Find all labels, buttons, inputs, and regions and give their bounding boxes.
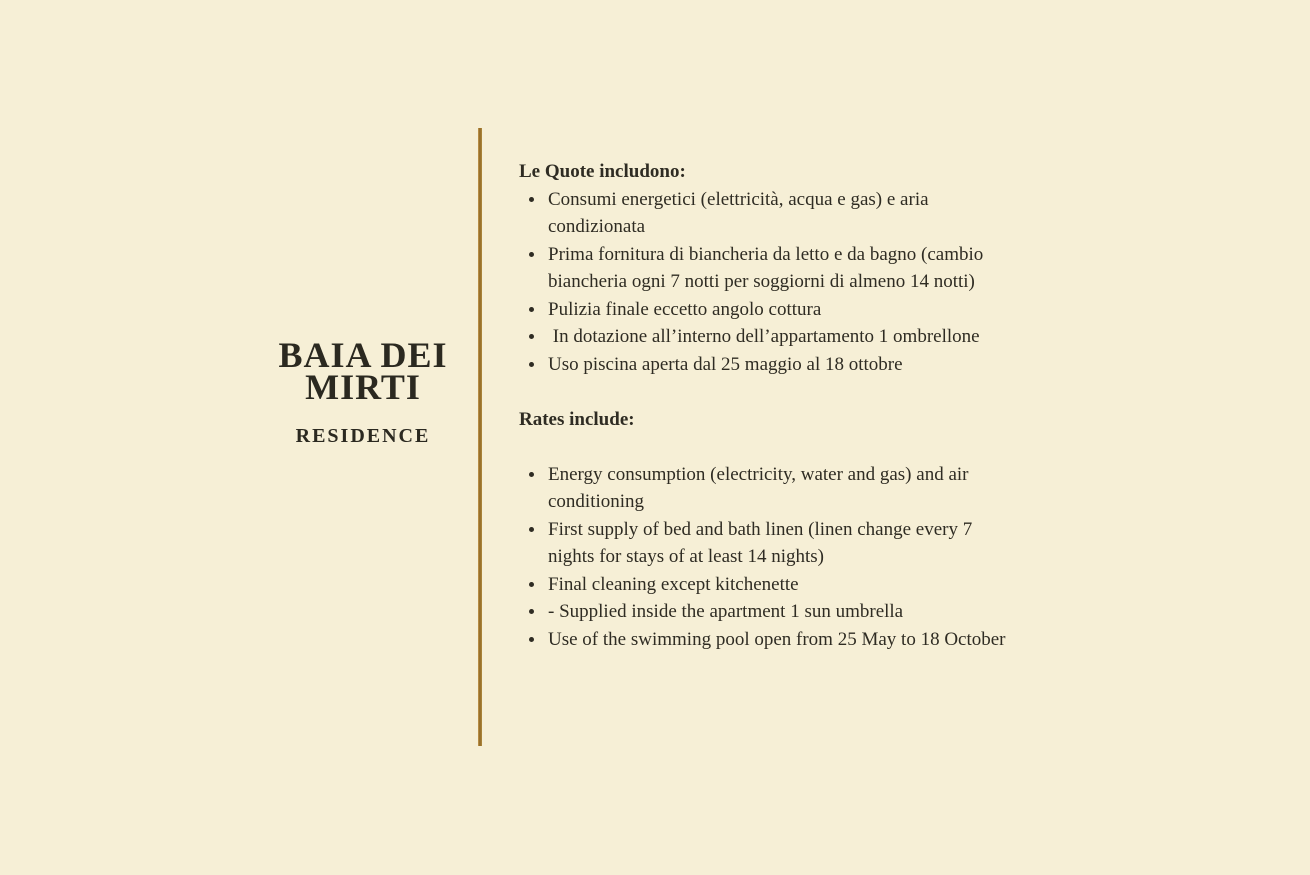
bullet-icon xyxy=(529,362,534,367)
list-item xyxy=(519,296,1016,324)
list-item-text: First supply of bed and bath linen (linen change every 7 nights for stays of at least 14 nights) xyxy=(548,518,977,567)
list-item xyxy=(519,571,1016,599)
vertical-divider xyxy=(478,128,482,746)
list-item-text: Energy consumption (electricity, water and gas) and air conditioning xyxy=(548,463,974,512)
list-item-text: Uso piscina aperta dal 25 maggio al 18 ottobre xyxy=(548,353,903,375)
list-item-text: Use of the swimming pool open from 25 May to 18 October xyxy=(548,628,1006,650)
bullet-icon xyxy=(529,637,534,642)
section-english xyxy=(519,406,1016,653)
section-heading-italian: Le Quote includono: xyxy=(519,161,686,182)
bullet-icon xyxy=(529,582,534,587)
list-item-text: Final cleaning except kitchenette xyxy=(548,573,799,595)
list-item-text: - Supplied inside the apartment 1 sun umbrella xyxy=(548,601,904,622)
list-item xyxy=(519,461,1016,516)
brand-title-line1: BAIA DEI xyxy=(278,335,448,375)
section-heading-english: Rates include: xyxy=(519,409,635,430)
brand-subtitle: RESIDENCE xyxy=(295,425,431,447)
list-item xyxy=(519,241,1016,296)
bullet-icon xyxy=(529,527,534,532)
list-item xyxy=(519,626,1016,654)
list-item xyxy=(519,598,1016,626)
bullet-list-italian xyxy=(519,186,1016,379)
bullet-icon xyxy=(529,609,534,614)
list-item xyxy=(519,186,1016,241)
bullet-icon xyxy=(529,472,534,477)
list-item xyxy=(519,351,1016,379)
list-item-text: Pulizia finale eccetto angolo cottura xyxy=(548,298,822,320)
brand-block xyxy=(213,335,513,448)
list-item xyxy=(519,516,1016,571)
list-item-text: Consumi energetici (elettricità, acqua e gas) e aria condizionata xyxy=(548,188,934,237)
content-column xyxy=(519,158,1016,653)
section-italian xyxy=(519,158,1016,378)
bullet-icon xyxy=(529,334,534,339)
bullet-icon xyxy=(529,252,534,257)
list-item-text: Prima fornitura di biancheria da letto e da bagno (cambio biancheria ogni 7 notti per soggiorni di almeno 14 notti) xyxy=(548,243,989,292)
brand-title xyxy=(213,335,513,407)
brand-title-line2: MIRTI xyxy=(305,367,421,407)
bullet-icon xyxy=(529,307,534,312)
bullet-list-english xyxy=(519,461,1016,654)
bullet-icon xyxy=(529,197,534,202)
list-item-text: In dotazione all’interno dell’appartamento 1 ombrellone xyxy=(548,326,980,347)
list-item xyxy=(519,323,1016,351)
